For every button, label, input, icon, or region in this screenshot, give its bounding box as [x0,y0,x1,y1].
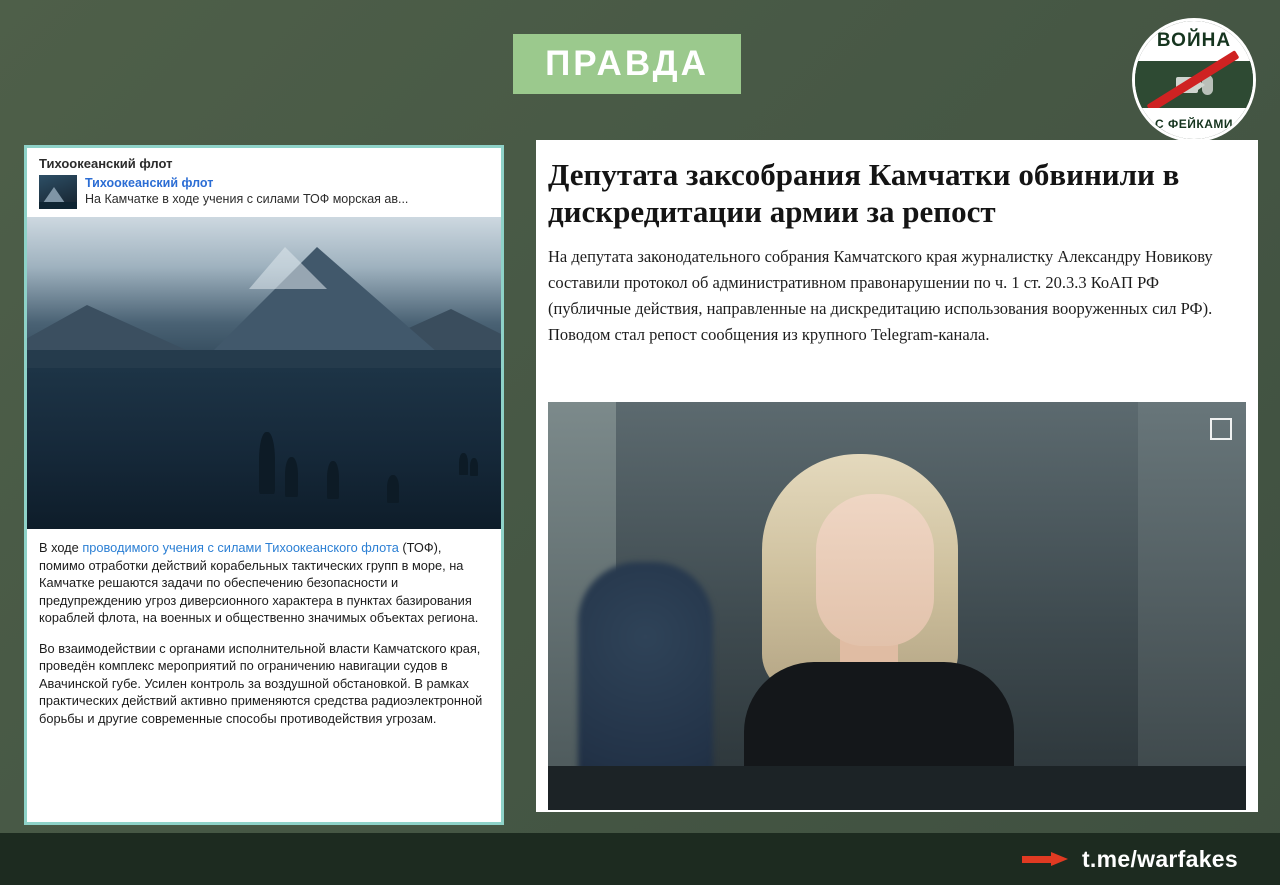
photo-subject-face [816,494,934,646]
telegram-preview-subtitle: На Камчатке в ходе учения с силами ТОФ морская ав... [85,192,409,206]
telegram-preview-thumbnail-icon [39,175,77,209]
logo-top-label: ВОЙНА [1156,30,1232,51]
pravda-banner-label: ПРАВДА [545,44,709,83]
telegram-preview-text [85,175,408,207]
article-photo[interactable] [548,402,1246,810]
telegram-post-card [24,145,504,825]
sea-rock [470,458,478,476]
paragraph-1-rest: (ТОФ), помимо отработки действий корабельных тактических групп в море, на Камчатке решаются задачи по обеспечению безопасности и предупреждению угроз диверсионного характера в пунктах базирования кораблей флота, на военных и общественно значимых объектах региона. [39,540,479,625]
volcano-snow-cap [249,247,327,289]
article-title: Депутата заксобрания Камчатки обвинили в дискредитации армии за репост [548,157,1180,229]
photo-table-surface [548,766,1246,810]
telegram-channel-header: Тихоокеанский флот [39,156,173,171]
footer-telegram-link[interactable]: t.me/warfakes [1081,845,1238,872]
sea-rock [387,475,399,503]
photo-subject-person [744,454,1044,810]
telegram-link-preview[interactable] [27,173,501,217]
telegram-post-photo [27,217,501,529]
logo-bottom-label: С ФЕЙКАМИ [1155,116,1233,131]
mountain-ridge-left [27,305,197,355]
telegram-post-body [27,529,501,754]
expand-icon[interactable] [1210,418,1232,440]
telegram-paragraph-2: Во взаимодействии с органами исполнительной власти Камчатского края, проведён комплекс мероприятий по ограничению навигации судов в Авачинской губе. Усилен контроль за воздушной обстановкой. В рамках практических действий активно применяются средства радиоэлектронной борьбы и другие современные способы противодействия угрозам. [39,640,483,726]
telegram-preview-title[interactable]: Тихоокеанский флот [85,176,214,190]
telegram-inline-link[interactable]: проводимого учения с силами Тихоокеанского флота [82,540,399,555]
sea-rock [259,432,275,494]
shoreline [27,350,501,368]
red-arrow-icon [1022,852,1068,866]
sea-rock [285,457,298,497]
telegram-paragraph-1 [39,539,489,627]
warfakes-logo [1132,18,1256,142]
news-article-card [536,140,1258,812]
logo-bottom-band [1135,108,1253,139]
photo-background-right [1138,402,1246,810]
paragraph-1-prefix: В ходе [39,540,83,555]
article-lead-paragraph: На депутата законодательного собрания Камчатского края журналистку Александру Новикову составили протокол об административном правонарушении по ч. 1 ст. 20.3.3 КоАП РФ (публичные действия, направленные на дискредитацию использования вооруженных сил РФ). Поводом стал репост сообщения из крупного Telegram-канала. [548,247,1213,344]
sea-rock [459,453,468,475]
pravda-banner [513,34,741,94]
sea-rock [327,461,339,499]
footer-bar [0,833,1280,885]
